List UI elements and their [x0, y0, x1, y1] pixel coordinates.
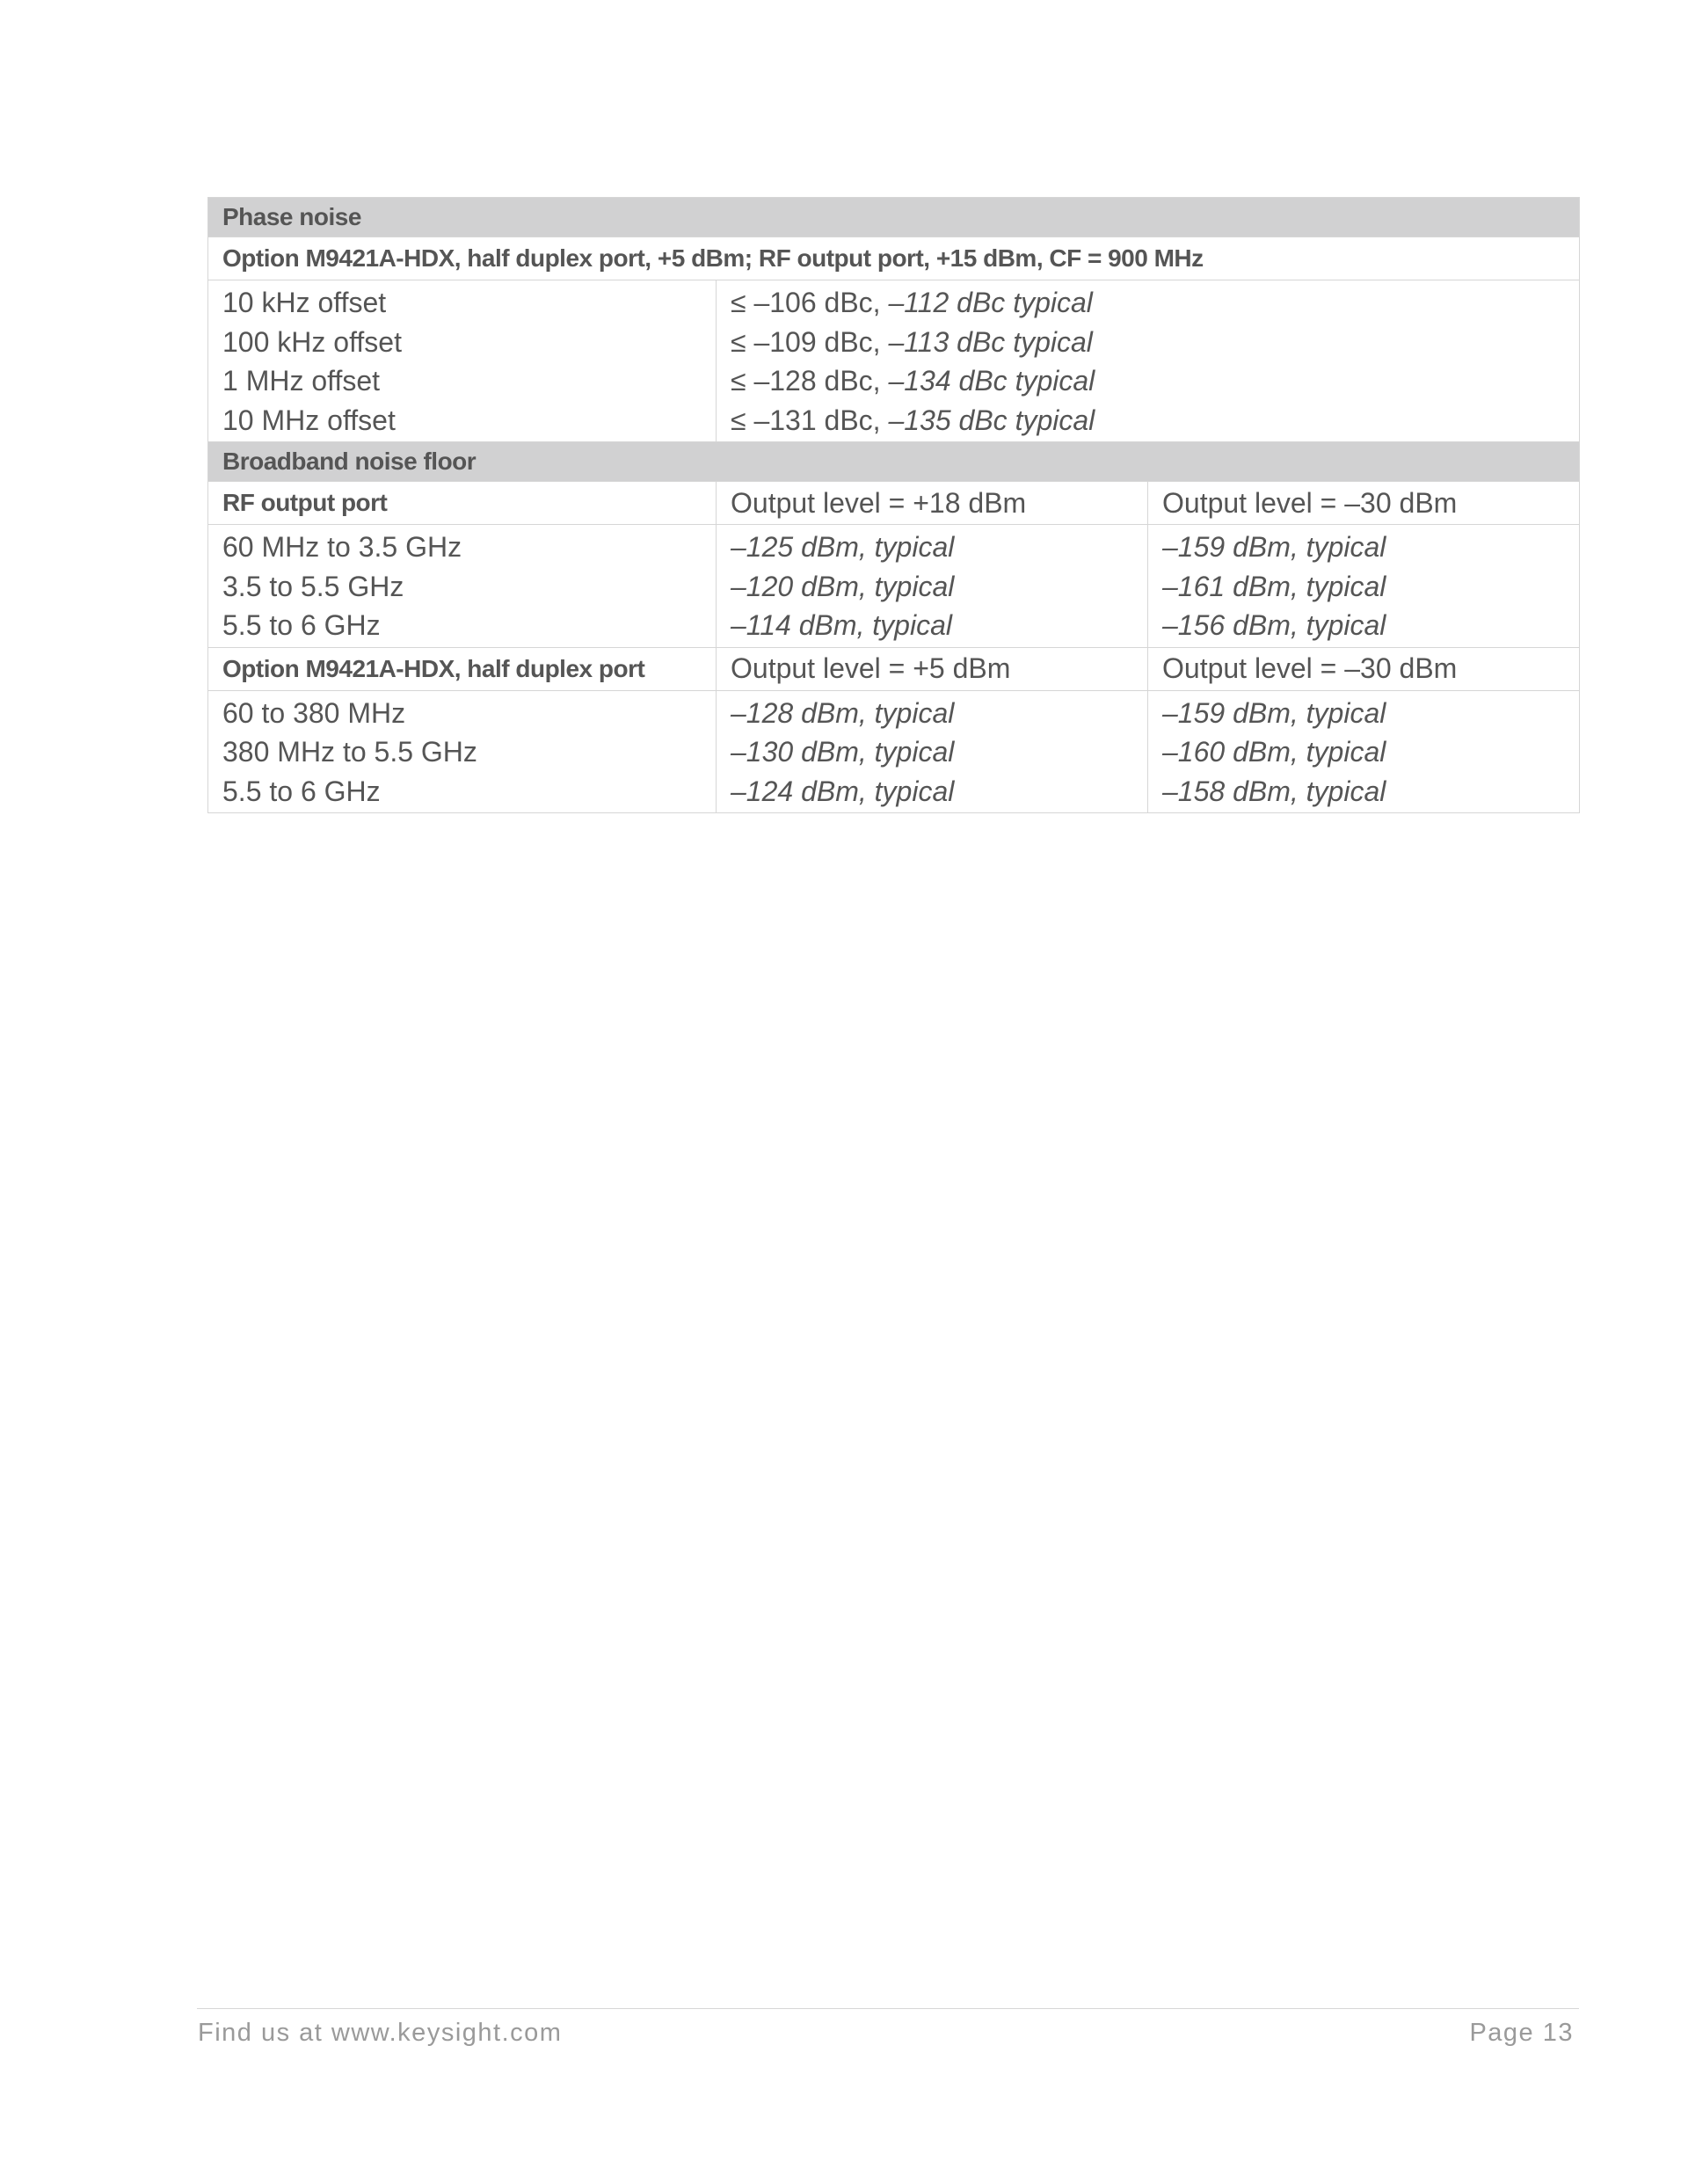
phase-noise-value: [731, 361, 1565, 401]
frequency-range: 5.5 to 6 GHz: [222, 775, 381, 807]
footer-page-number: Page 13: [1469, 2019, 1574, 2047]
frequency-range: 3.5 to 5.5 GHz: [222, 570, 404, 602]
noise-value: –124 dBm, typical: [731, 775, 955, 807]
phase-noise-data-row: [208, 280, 1580, 442]
noise-value: –125 dBm, typical: [731, 531, 955, 563]
half-duplex-col1-header: Output level = +5 dBm: [717, 647, 1148, 690]
rf-output-col2-header: Output level = –30 dBm: [1148, 482, 1580, 525]
phase-noise-values: [717, 280, 1580, 442]
spec-value: ≤ –106 dBc,: [731, 287, 889, 318]
offset-label: 10 kHz offset: [222, 287, 387, 318]
half-duplex-header-row: [208, 647, 1580, 690]
noise-value: –158 dBm, typical: [1162, 775, 1386, 807]
spec-table: [207, 197, 1580, 813]
noise-value: –156 dBm, typical: [1162, 609, 1386, 641]
offset-label: 1 MHz offset: [222, 365, 381, 397]
typical-value: –112 dBc typical: [888, 287, 1093, 318]
rf-output-ranges: [208, 525, 717, 648]
frequency-range: 60 MHz to 3.5 GHz: [222, 531, 462, 563]
rf-output-port-data-row: [208, 525, 1580, 648]
spec-value: ≤ –131 dBc,: [731, 404, 889, 436]
phase-noise-condition: Option M9421A-HDX, half duplex port, +5 dBm; RF output port, +15 dBm, CF = 900 MHz: [208, 237, 1580, 280]
frequency-range: 380 MHz to 5.5 GHz: [222, 736, 477, 768]
offset-label: 10 MHz offset: [222, 404, 396, 436]
typical-value: –134 dBc typical: [888, 365, 1095, 397]
frequency-range: 60 to 380 MHz: [222, 696, 406, 729]
spec-value: ≤ –128 dBc,: [731, 365, 889, 397]
broadband-noise-header-row: [208, 442, 1580, 482]
footer-divider: [197, 2008, 1579, 2009]
broadband-noise-title: Broadband noise floor: [208, 442, 1580, 482]
rf-output-port-label: RF output port: [208, 482, 717, 525]
noise-value: –130 dBm, typical: [731, 736, 955, 768]
phase-noise-offsets: [208, 280, 717, 442]
typical-value: –113 dBc typical: [888, 325, 1093, 358]
offset-label: 100 kHz offset: [222, 325, 402, 358]
rf-output-col1-values: [717, 525, 1148, 648]
rf-output-col1-header: Output level = +18 dBm: [717, 482, 1148, 525]
rf-output-col2-values: [1148, 525, 1580, 648]
half-duplex-label: Option M9421A-HDX, half duplex port: [208, 647, 717, 690]
half-duplex-col2-values: [1148, 690, 1580, 813]
noise-value: –160 dBm, typical: [1162, 736, 1386, 768]
phase-noise-value: [731, 401, 1565, 440]
half-duplex-data-row: [208, 690, 1580, 813]
phase-noise-value: [731, 283, 1565, 323]
noise-value: –120 dBm, typical: [731, 570, 955, 602]
footer-website: Find us at www.keysight.com: [198, 2019, 563, 2047]
spec-value: ≤ –109 dBc,: [731, 325, 889, 358]
phase-noise-title: Phase noise: [208, 198, 1580, 237]
phase-noise-header-row: [208, 198, 1580, 237]
half-duplex-col1-values: [717, 690, 1148, 813]
noise-value: –114 dBm, typical: [731, 609, 952, 641]
phase-noise-value: [731, 323, 1565, 362]
phase-noise-condition-row: [208, 237, 1580, 280]
rf-output-port-header-row: [208, 482, 1580, 525]
noise-value: –161 dBm, typical: [1162, 570, 1386, 602]
noise-value: –159 dBm, typical: [1162, 696, 1386, 729]
noise-value: –159 dBm, typical: [1162, 531, 1386, 563]
half-duplex-ranges: [208, 690, 717, 813]
noise-value: –128 dBm, typical: [731, 696, 955, 729]
frequency-range: 5.5 to 6 GHz: [222, 609, 381, 641]
typical-value: –135 dBc typical: [888, 404, 1095, 436]
half-duplex-col2-header: Output level = –30 dBm: [1148, 647, 1580, 690]
